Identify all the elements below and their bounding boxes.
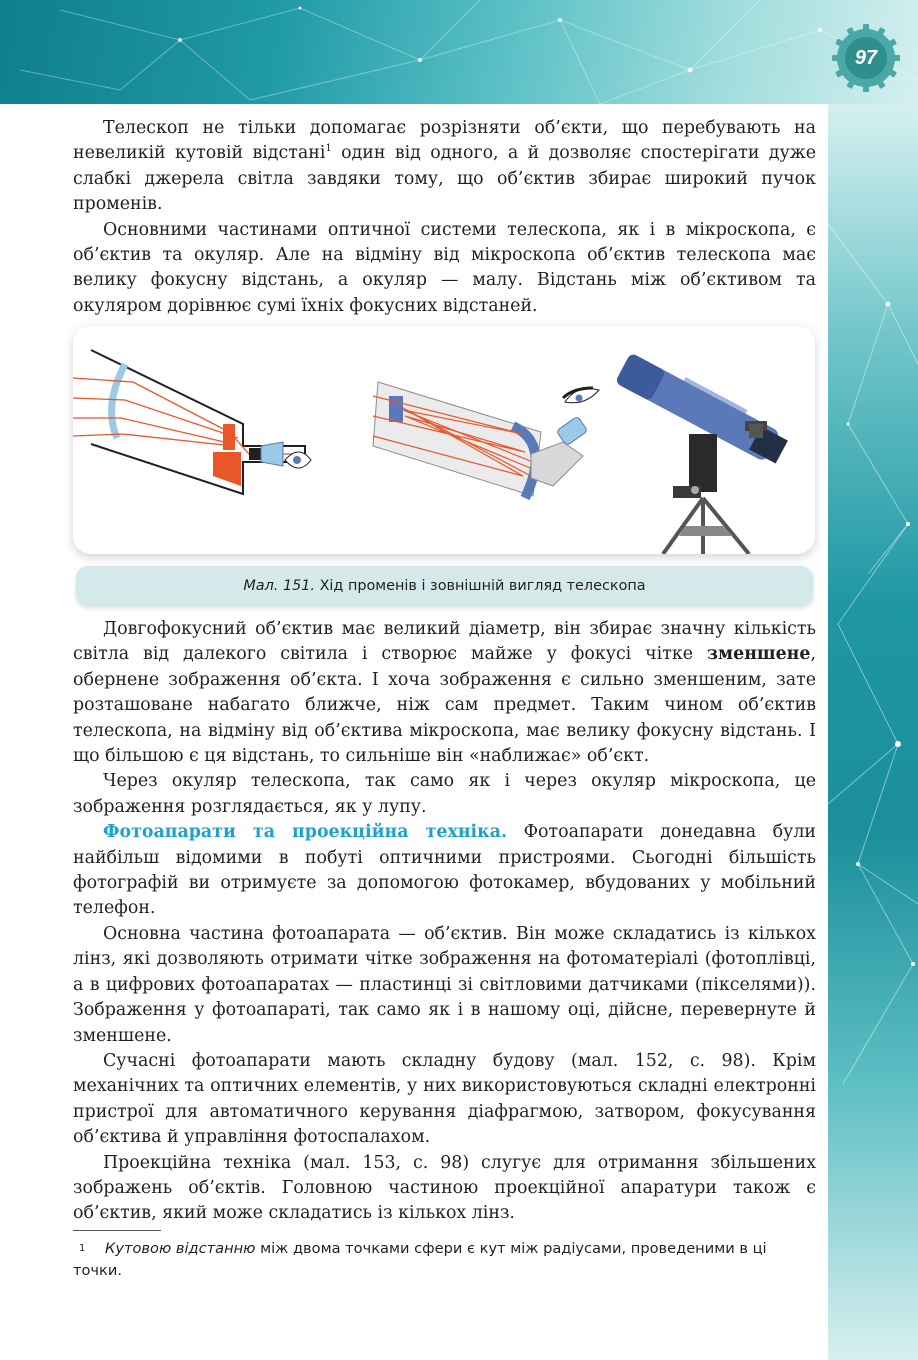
paragraph: Телескоп не тільки допомагає розрізняти об’єкти, що перебувають на невеликій кутовій відстані$^1$ один від одного, а й дозволяє спостерігати дуже слабкі джерела світла завдяки тому, що об’єктив збирає широкий пучок променів.	[73, 118, 817, 215]
footnote-divider	[73, 1230, 161, 1231]
paragraph: Через окуляр телескопа, так само як і через окуляр мікроскопа, це зображення розглядається, як у лупу.	[73, 771, 816, 817]
figure-illustrations	[73, 326, 815, 554]
telescope-photo	[615, 349, 792, 554]
constellation-pattern-side	[828, 104, 918, 1360]
section-heading: Фотоапарати та проекційна техніка.	[103, 822, 508, 843]
footnote-mark: 1	[79, 1243, 86, 1254]
footnote-text: між двома точками сфери є кут між радіусами, проведеними в ці точки.	[73, 1240, 767, 1279]
paragraph: Довгофокусний об’єктив має великий діаметр, він збирає значну кількість світла від далекого світила і створює майже у фокусі чітке зменшене, обернене зображення об’єкта. І хоча зображення є сильно зменшеним, зате розташоване набагато ближче, ніж сам предмет. Таким чином об’єктив телескопа, на відміну від об’єктива мікроскопа, має велику фокусну відстань. І що більшою є ця відстань, то сильніше він «наближає» об’єкт.	[73, 619, 816, 767]
footnote-term: Кутовою відстанню	[105, 1240, 256, 1257]
page-number: 97	[854, 47, 878, 69]
figure-caption	[76, 566, 813, 606]
paragraph: Проекційна техніка (мал. 153, с. 98) слугує для отримання збільшених зображень об’єктів. Головною частиною проекційної апаратури також є об’єктив, який може складатись із кількох лінз.	[73, 1152, 816, 1224]
header-decoration	[0, 0, 918, 104]
catadioptric-diagram	[373, 382, 599, 498]
footnote	[73, 1238, 818, 1282]
paragraph: Основна частина фотоапарата — об’єктив. Він може складатись із кількох лінз, які дозволяють отримати чітке зображення на фотоматеріалі (фотоплівці, а в цифрових фотоапаратах — пластинці зі світловими датчиками (пікселями)). Зображення у фотоапараті, так само як і в нашому оці, дійсне, перевернуте й зменшене.	[73, 923, 816, 1046]
footnote-ref[interactable]: 1	[325, 143, 332, 155]
telescope-figure	[73, 326, 815, 554]
figure-caption-text: Хід променів і зовнішній вигляд телескопа	[319, 578, 646, 594]
side-decoration	[828, 104, 918, 1360]
intro-text	[73, 116, 816, 319]
constellation-pattern	[0, 0, 918, 104]
reflector-diagram	[73, 350, 311, 494]
main-text	[73, 617, 816, 1227]
figure-label: Мал. 151.	[243, 578, 315, 594]
paragraph: Фотоапарати та проекційна техніка. Фотоапарати донедавна були найбільш відомими в побуті оптичними пристроями. Сьогодні більшість фотографій ви отримуєте за допомогою фотокамер, вбудованих у мобільний телефон.	[73, 822, 816, 919]
paragraph: Сучасні фотоапарати мають складну будову (мал. 152, с. 98). Крім механічних та оптичних елементів, у них використовуються складні електронні пристрої для автоматичного керування діафрагмою, затвором, фокусування об’єктива й управління фотоспалахом.	[73, 1050, 816, 1148]
paragraph: Основними частинами оптичної системи телескопа, як і в мікроскопа, є об’єктив та окуляр. Але на відміну від мікроскопа об’єктив телескопа має велику фокусну відстань, а окуляр — малу. Відстань між об’єктивом та окуляром дорівнює сумі їхніх фокусних відстаней.	[73, 219, 816, 316]
